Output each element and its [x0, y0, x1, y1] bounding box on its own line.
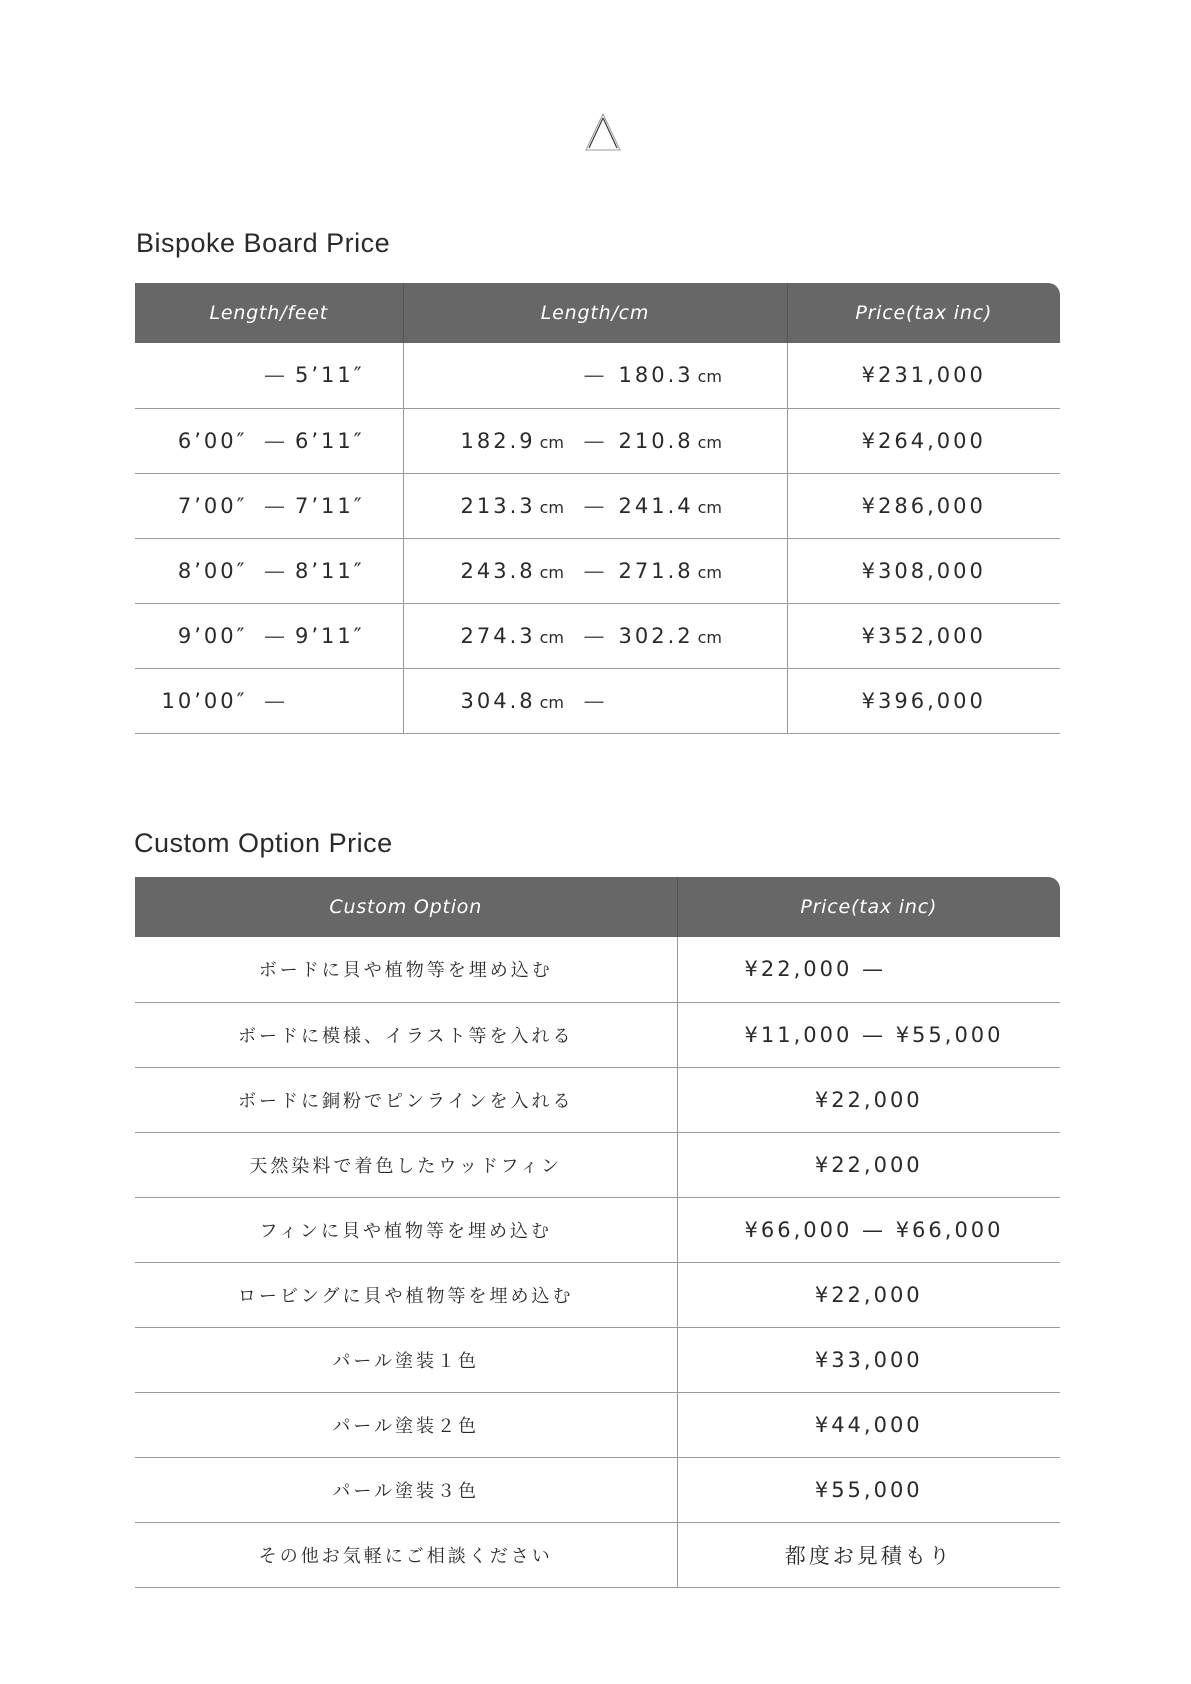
- cell-price: ¥352,000: [787, 603, 1060, 668]
- cell-option-name: ボードに模様、イラスト等を入れる: [135, 1002, 677, 1067]
- cm-to: [619, 494, 723, 518]
- cell-option-name: ボードに銅粉でピンラインを入れる: [135, 1067, 677, 1132]
- range-dash: —: [583, 623, 608, 648]
- cm-from-value: 213.3: [460, 493, 536, 518]
- cell-length-feet: [135, 343, 403, 408]
- cm-to-value: 180.3: [618, 363, 694, 388]
- cm-unit: cm: [539, 497, 565, 517]
- cell-option-price: ¥22,000 —: [677, 937, 1060, 1002]
- cm-from-value: 182.9: [460, 428, 536, 453]
- option-table-header: [135, 877, 1060, 937]
- header-length-cm: Length/cm: [403, 283, 787, 343]
- cell-length-feet: [135, 538, 403, 603]
- cell-option-name: 天然染料で着色したウッドフィン: [135, 1132, 677, 1197]
- board-table-header: [135, 283, 1060, 343]
- table-row: [135, 937, 1060, 1002]
- table-row: [135, 603, 1060, 668]
- range-dash: —: [583, 428, 608, 453]
- cm-range: [404, 409, 787, 473]
- feet-range: [135, 604, 403, 668]
- range-dash: —: [264, 363, 288, 388]
- cm-to-value: 271.8: [618, 558, 694, 583]
- cell-option-price: ¥33,000: [677, 1327, 1060, 1392]
- range-dash: —: [264, 558, 288, 583]
- cm-to-value: 241.4: [618, 493, 694, 518]
- table-row: [135, 1002, 1060, 1067]
- cm-to: [619, 559, 723, 583]
- cm-range: [404, 474, 787, 538]
- range-dash: —: [264, 688, 288, 713]
- header-custom-option: Custom Option: [135, 877, 677, 937]
- cell-option-price: ¥55,000: [677, 1457, 1060, 1522]
- table-row: [135, 408, 1060, 473]
- feet-to: 5’11″: [295, 363, 365, 388]
- table-row: [135, 538, 1060, 603]
- table-row: [135, 1327, 1060, 1392]
- cm-range: [404, 343, 787, 407]
- table-row: [135, 1067, 1060, 1132]
- range-dash: —: [264, 428, 288, 453]
- cm-unit: cm: [539, 627, 565, 647]
- board-price-title: Bispoke Board Price: [136, 228, 391, 258]
- cell-length-feet: [135, 473, 403, 538]
- header-length-feet: Length/feet: [135, 283, 403, 343]
- cell-price: ¥308,000: [787, 538, 1060, 603]
- cm-range: [404, 604, 787, 668]
- feet-range: [135, 409, 403, 473]
- cell-option-price: ¥22,000: [677, 1067, 1060, 1132]
- option-price-title: Custom Option Price: [134, 828, 393, 858]
- cell-length-cm: [403, 538, 787, 603]
- cm-to: [619, 429, 723, 453]
- feet-range: [135, 669, 403, 733]
- cm-to-value: 302.2: [618, 623, 694, 648]
- cm-unit: cm: [697, 627, 723, 647]
- cell-option-name: ロービングに貝や植物等を埋め込む: [135, 1262, 677, 1327]
- cm-from: [461, 689, 565, 713]
- table-row: [135, 1457, 1060, 1522]
- cm-to: [619, 363, 723, 387]
- cm-unit: cm: [539, 692, 565, 712]
- table-row: [135, 1392, 1060, 1457]
- feet-from: 10’00″: [161, 688, 248, 713]
- feet-to: 6’11″: [295, 428, 365, 453]
- header-option-price: Price(tax inc): [677, 877, 1060, 937]
- range-dash: —: [583, 688, 608, 713]
- cell-length-cm: [403, 603, 787, 668]
- feet-from: 6’00″: [177, 428, 248, 453]
- cm-from-value: 243.8: [460, 558, 536, 583]
- brand-logo: [584, 112, 622, 152]
- cell-option-price: ¥66,000 — ¥66,000: [677, 1197, 1060, 1262]
- option-price-table: [135, 877, 1060, 1588]
- cell-option-name: その他お気軽にご相談ください: [135, 1522, 677, 1587]
- cm-from: [461, 494, 565, 518]
- cell-length-cm: [403, 668, 787, 733]
- feet-to: 8’11″: [295, 558, 365, 583]
- table-row: [135, 473, 1060, 538]
- cell-option-price: ¥22,000: [677, 1132, 1060, 1197]
- table-row: [135, 1262, 1060, 1327]
- header-price: Price(tax inc): [787, 283, 1060, 343]
- feet-from: 8’00″: [177, 558, 248, 583]
- table-row: [135, 668, 1060, 733]
- cell-length-cm: [403, 473, 787, 538]
- cell-option-price: 都度お見積もり: [677, 1522, 1060, 1587]
- cm-to: [619, 624, 723, 648]
- table-row: [135, 1197, 1060, 1262]
- cm-from: [461, 624, 565, 648]
- cell-option-name: ボードに貝や植物等を埋め込む: [135, 937, 677, 1002]
- feet-range: [135, 474, 403, 538]
- cell-option-price: ¥22,000: [677, 1262, 1060, 1327]
- cm-unit: cm: [539, 432, 565, 452]
- cell-length-feet: [135, 408, 403, 473]
- cell-length-cm: [403, 343, 787, 408]
- cell-length-feet: [135, 668, 403, 733]
- range-dash: —: [264, 623, 288, 648]
- cm-unit: cm: [697, 367, 723, 387]
- range-dash: —: [583, 558, 608, 583]
- feet-to: 9’11″: [295, 623, 365, 648]
- range-dash: —: [264, 493, 288, 518]
- feet-to: 7’11″: [295, 493, 365, 518]
- board-price-table: [135, 283, 1060, 734]
- cell-price: ¥264,000: [787, 408, 1060, 473]
- cm-from: [461, 429, 565, 453]
- cm-from: [461, 559, 565, 583]
- cm-range: [404, 669, 787, 733]
- cell-option-price: ¥11,000 — ¥55,000: [677, 1002, 1060, 1067]
- cm-from-value: 274.3: [460, 623, 536, 648]
- cell-price: ¥396,000: [787, 668, 1060, 733]
- cell-price: ¥286,000: [787, 473, 1060, 538]
- feet-from: 7’00″: [177, 493, 248, 518]
- cm-unit: cm: [697, 497, 723, 517]
- table-row: [135, 343, 1060, 408]
- cell-option-name: パール塗装２色: [135, 1392, 677, 1457]
- table-row: [135, 1132, 1060, 1197]
- range-dash: —: [583, 363, 608, 388]
- cell-length-feet: [135, 603, 403, 668]
- feet-range: [135, 539, 403, 603]
- cm-range: [404, 539, 787, 603]
- cell-option-name: パール塗装１色: [135, 1327, 677, 1392]
- range-dash: —: [583, 493, 608, 518]
- cm-unit: cm: [539, 562, 565, 582]
- cell-option-name: パール塗装３色: [135, 1457, 677, 1522]
- cm-unit: cm: [697, 432, 723, 452]
- feet-range: [135, 343, 403, 407]
- cell-option-price: ¥44,000: [677, 1392, 1060, 1457]
- feet-from: 9’00″: [177, 623, 248, 648]
- cell-length-cm: [403, 408, 787, 473]
- cell-price: ¥231,000: [787, 343, 1060, 408]
- cm-from-value: 304.8: [460, 688, 536, 713]
- cm-unit: cm: [697, 562, 723, 582]
- table-row: [135, 1522, 1060, 1587]
- cm-to-value: 210.8: [618, 428, 694, 453]
- cell-option-name: フィンに貝や植物等を埋め込む: [135, 1197, 677, 1262]
